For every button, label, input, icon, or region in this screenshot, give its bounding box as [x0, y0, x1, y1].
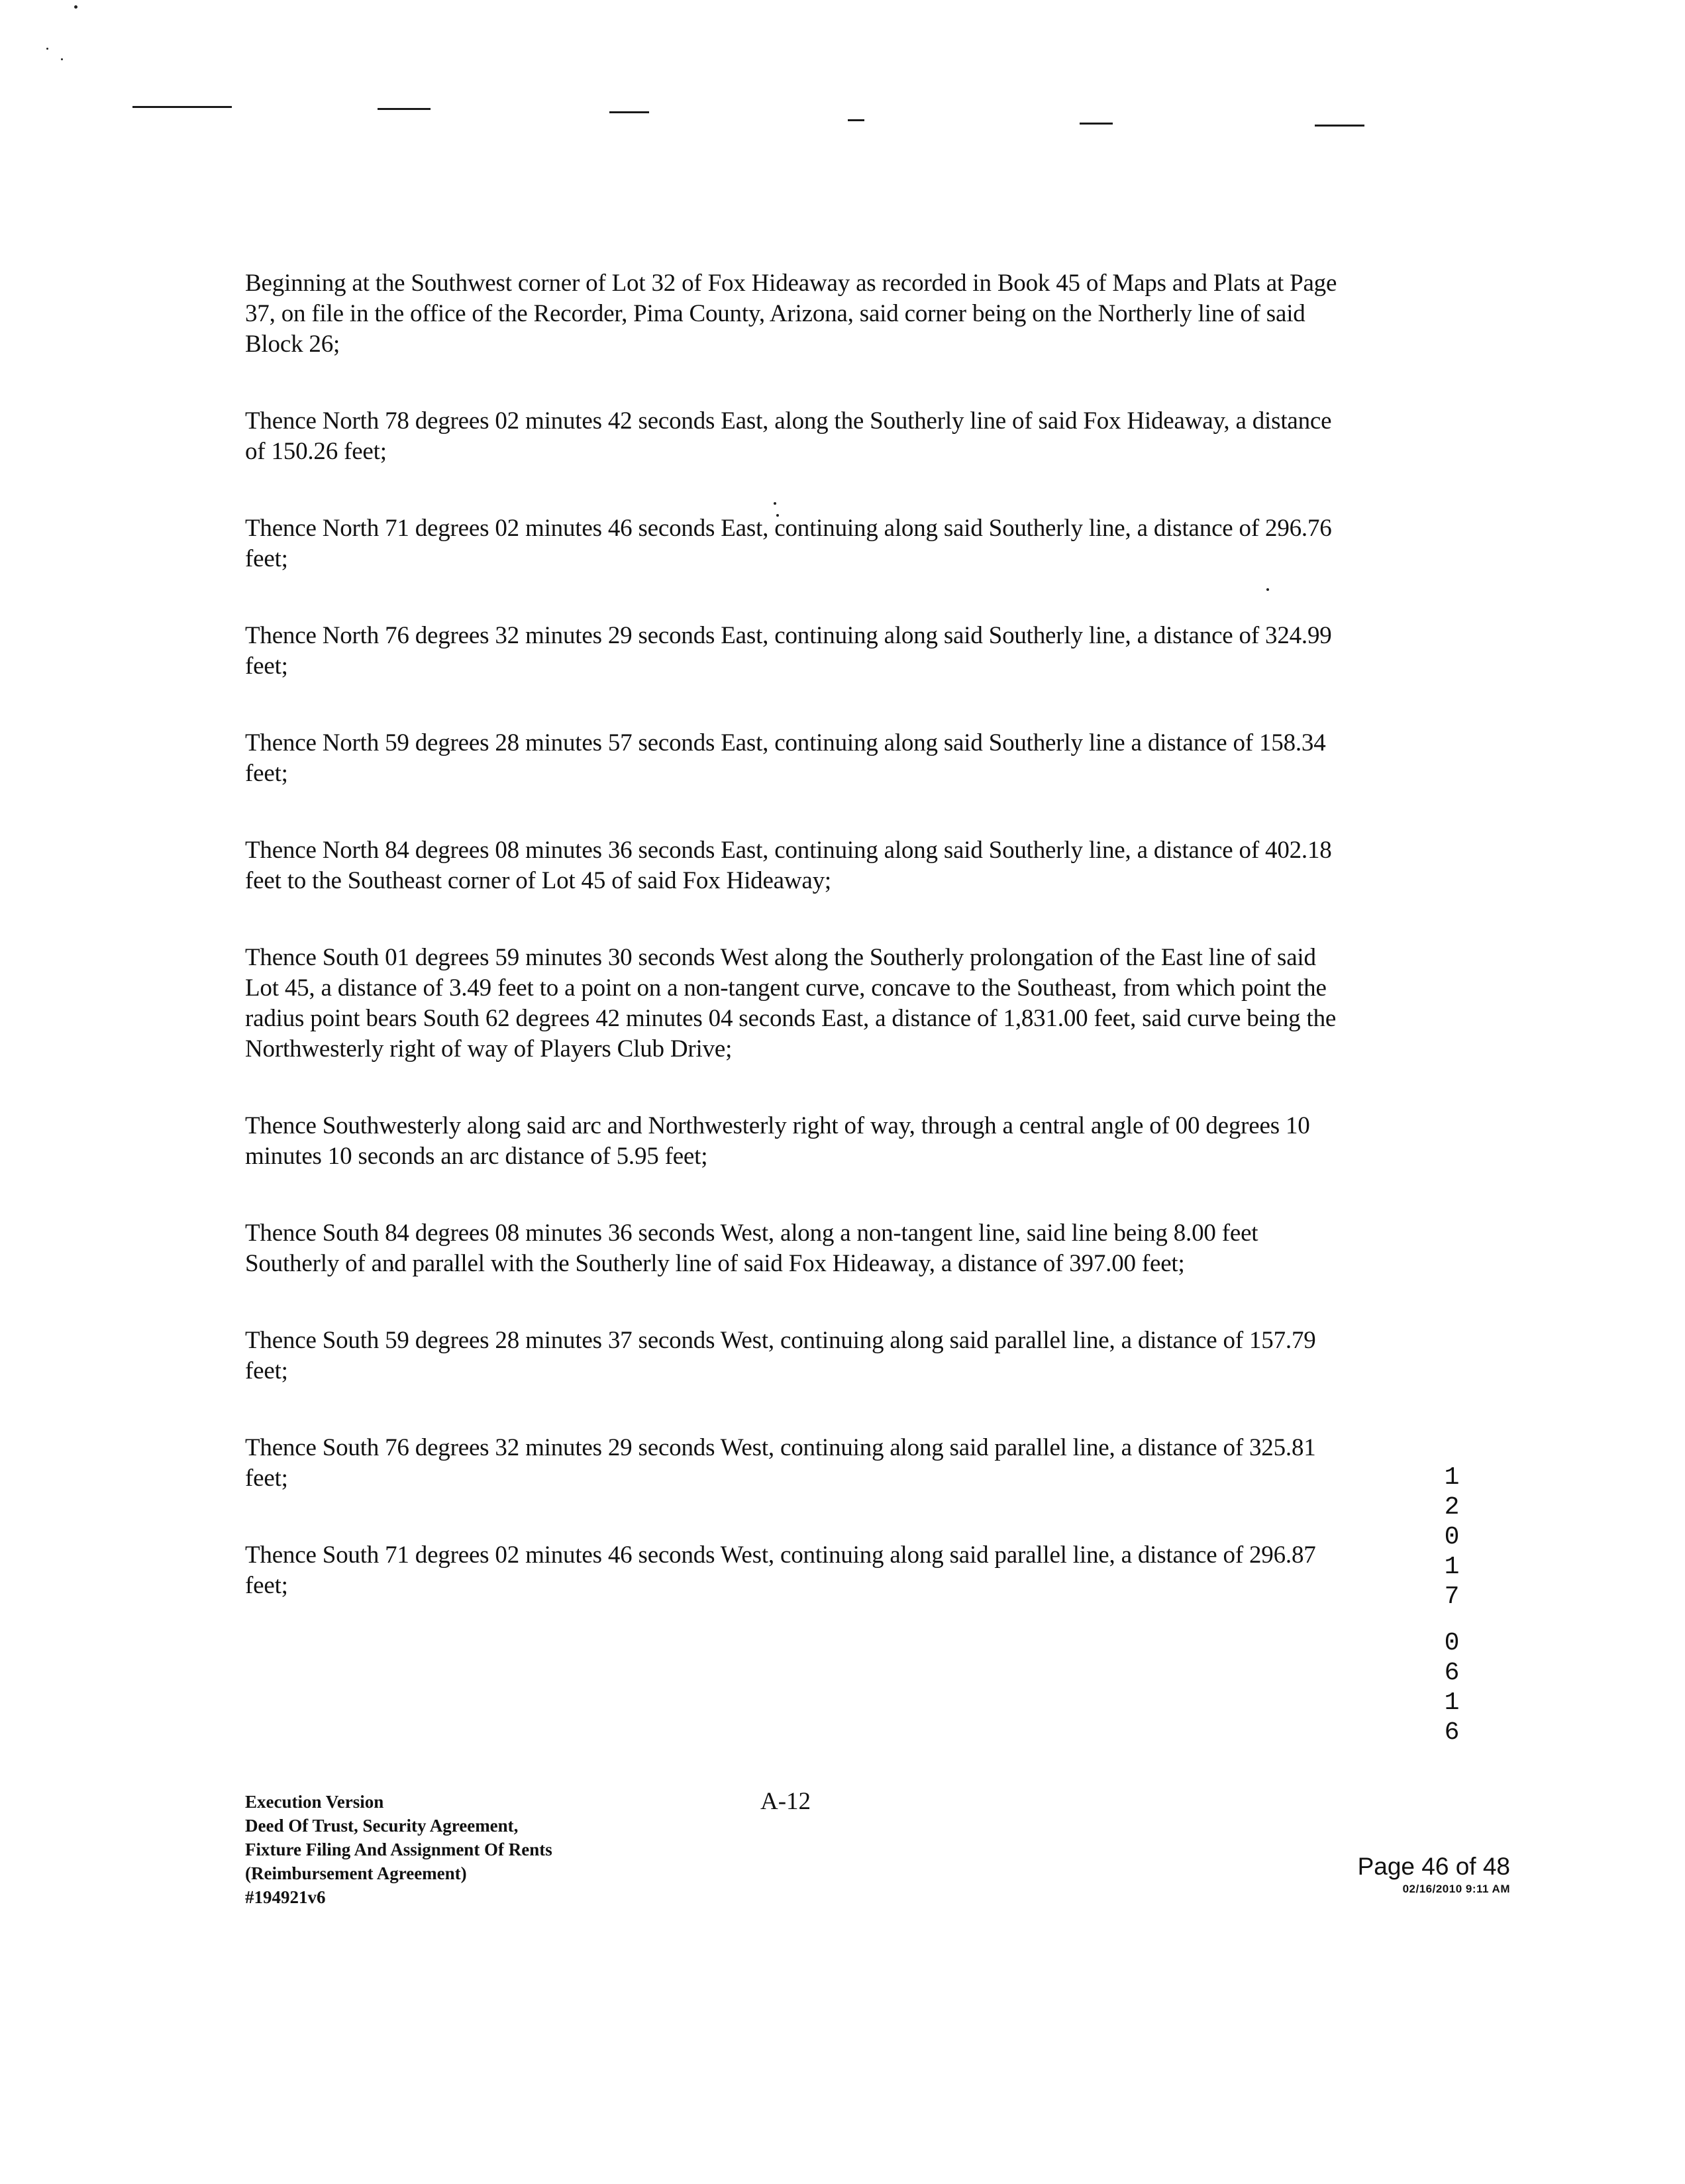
stamp-digit: 0: [1444, 1523, 1460, 1551]
stamp-digit: 7: [1444, 1583, 1460, 1611]
scan-mark-dash: [848, 119, 864, 121]
paragraph: Thence North 84 degrees 08 minutes 36 seconds East, continuing along said Southerly line, a distance of 402.18 feet to the Southeast corner of Lot 45 of said Fox Hideaway;: [245, 837, 1332, 894]
paragraph: Thence North 71 degrees 02 minutes 46 seconds East, continuing along said Southerly line, a distance of 296.76 feet;: [245, 515, 1332, 572]
page-number: Page 46 of 48: [1357, 1853, 1510, 1880]
stamp-digit: 1: [1444, 1463, 1460, 1492]
timestamp: 02/16/2010 9:11 AM: [1402, 1883, 1510, 1895]
scan-speck: [74, 5, 77, 9]
paragraph: Thence South 59 degrees 28 minutes 37 seconds West, continuing along said parallel line, a distance of 157.79 feet;: [245, 1327, 1316, 1384]
paragraph: Thence South 01 degrees 59 minutes 30 seconds West along the Southerly prolongation of the East line of said Lot 45, a distance of 3.49 feet to a point on a non-tangent curve, concave to the Southeast, from which point the radius point bears South 62 degrees 42 minutes 04 seconds East, a distance of 1,831.00 feet, said curve being the Northwesterly right of way of Players Club Drive;: [245, 944, 1337, 1063]
recording-number-stamp: [1439, 1463, 1465, 1747]
stamp-digit: 6: [1444, 1718, 1460, 1747]
footer-line: Fixture Filing And Assignment Of Rents: [245, 1840, 552, 1859]
stamp-digit: 1: [1444, 1553, 1460, 1581]
footer-line: #194921v6: [245, 1887, 326, 1907]
scan-mark-dash: [1315, 125, 1364, 127]
paragraph: Thence Southwesterly along said arc and Northwesterly right of way, through a central angle of 00 degrees 10 minutes 10 seconds an arc distance of 5.95 feet;: [245, 1112, 1310, 1170]
scan-mark-dash: [378, 108, 431, 110]
paragraph: Thence North 59 degrees 28 minutes 57 seconds East, continuing along said Southerly line a distance of 158.34 feet;: [245, 729, 1326, 787]
stamp-digit: 0: [1444, 1629, 1460, 1657]
paragraph: Thence North 78 degrees 02 minutes 42 seconds East, along the Southerly line of said Fox Hideaway, a distance of 150.26 feet;: [245, 407, 1332, 465]
paragraph: Thence South 71 degrees 02 minutes 46 seconds West, continuing along said parallel line, a distance of 296.87 feet;: [245, 1541, 1316, 1599]
stamp-digit: 2: [1444, 1493, 1460, 1522]
scan-mark-dash: [609, 111, 649, 113]
footer-line: (Reimbursement Agreement): [245, 1863, 467, 1883]
stamp-digit: 1: [1444, 1689, 1460, 1717]
paragraph: Thence South 76 degrees 32 minutes 29 seconds West, continuing along said parallel line, a distance of 325.81 feet;: [245, 1434, 1316, 1492]
stamp-digit: 6: [1444, 1659, 1460, 1687]
scan-speck: [46, 48, 48, 50]
paragraph: Beginning at the Southwest corner of Lot 32 of Fox Hideaway as recorded in Book 45 of Maps and Plats at Page 37, on file in the office of the Recorder, Pima County, Arizona, said corner being on the Northerly line of said Block 26;: [245, 270, 1337, 358]
page-stamp: [1331, 1851, 1510, 1897]
scan-speck: [61, 58, 63, 60]
scan-mark-dash: [1080, 123, 1113, 125]
footer-line: Execution Version: [245, 1792, 384, 1812]
stamp-gap: [1439, 1612, 1465, 1628]
footer-line: Deed Of Trust, Security Agreement,: [245, 1816, 519, 1836]
page-label: A-12: [760, 1788, 811, 1815]
document-footer-info: [245, 1790, 552, 1909]
scan-mark-dash: [132, 106, 232, 108]
paragraph: Thence North 76 degrees 32 minutes 29 seconds East, continuing along said Southerly line, a distance of 324.99 feet;: [245, 622, 1332, 680]
paragraph: Thence South 84 degrees 08 minutes 36 seconds West, along a non-tangent line, said line being 8.00 feet Southerly of and parallel with the Southerly line of said Fox Hideaway, a distance of 397.00 feet;: [245, 1220, 1258, 1277]
legal-description: [245, 268, 1338, 1647]
